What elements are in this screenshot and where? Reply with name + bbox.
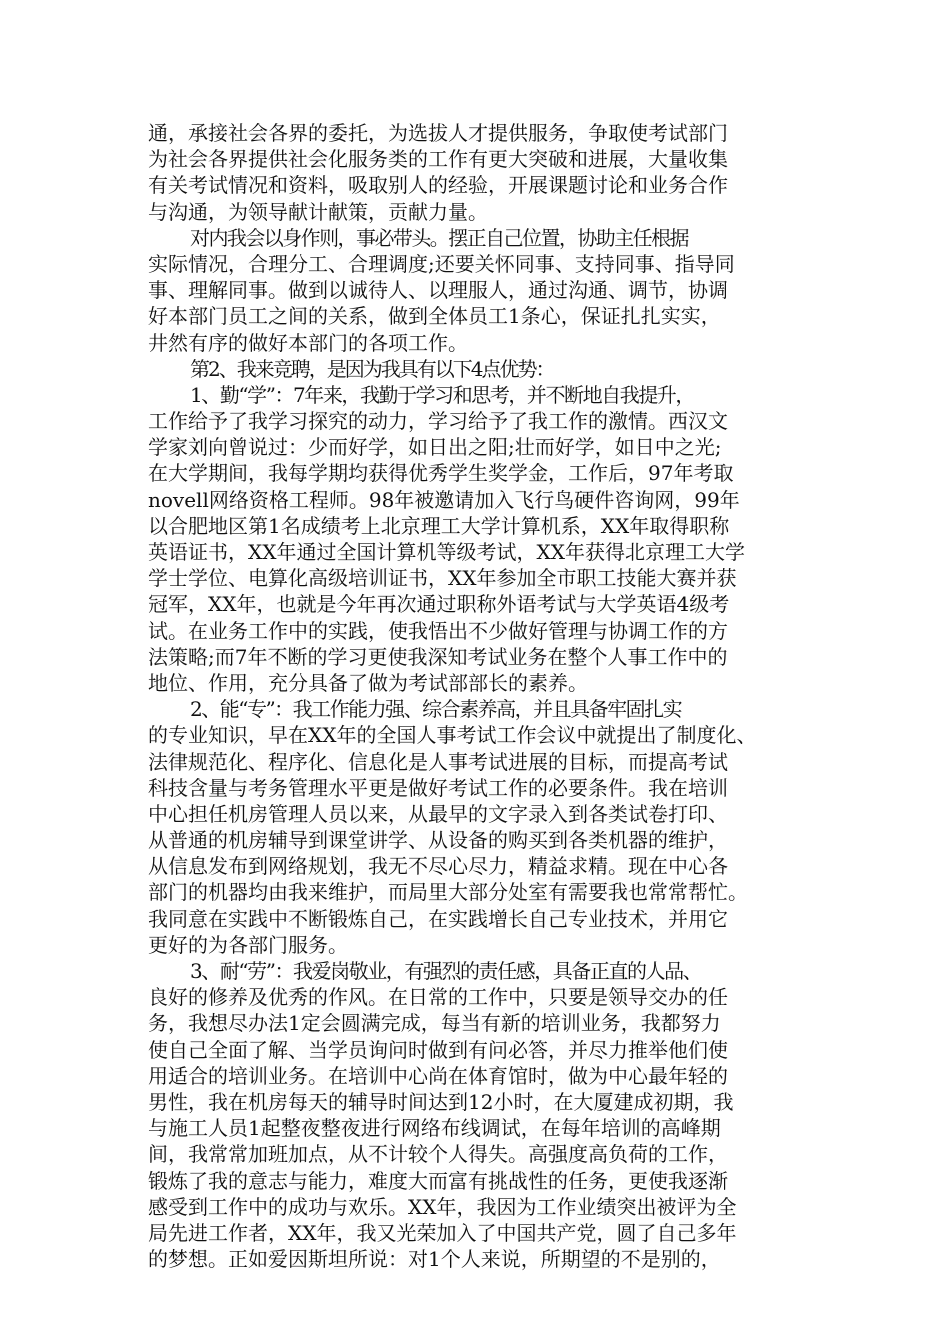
text-line: 从信息发布到网络规划，我无不尽心尽力，精益求精。现在中心各 (148, 854, 728, 879)
text-line: 为社会各界提供社会化服务类的工作有更大突破和进展，大量收集 (148, 147, 728, 172)
text-line: 中心担任机房管理人员以来，从最早的文字录入到各类试卷打印、 (148, 801, 728, 826)
text-line: 更好的为各部门服务。 (148, 932, 348, 957)
text-line: 与施工人员1起整夜整夜进行网络布线调试，在每年培训的高峰期 (148, 1116, 721, 1141)
text-line: 1、勤“学”：7年来，我勤于学习和思考，并不断地自我提升， (190, 382, 694, 407)
text-line: 部门的机器均由我来维护，而局里大部分处室有需要我也常常帮忙。 (148, 880, 748, 905)
text-line: 间，我常常加班加点，从不计较个人得失。高强度高负荷的工作， (148, 1142, 728, 1167)
text-line: 感受到工作中的成功与欢乐。XX年，我因为工作业绩突出被评为全 (148, 1194, 737, 1219)
text-line: 在大学期间，我每学期均获得优秀学生奖学金，工作后，97年考取 (148, 461, 734, 486)
text-line: 地位、作用，充分具备了做为考试部部长的素养。 (148, 670, 588, 695)
text-line: 好本部门员工之间的关系，做到全体员工1条心，保证扎扎实实， (148, 304, 721, 329)
text-line: 从普通的机房辅导到课堂讲学、从设备的购买到各类机器的维护， (148, 828, 728, 853)
text-line: 第2、我来竞聘，是因为我具有以下4点优势： (190, 356, 554, 381)
text-line: 2、能“专”：我工作能力强、综合素养高，并且具备牢固扎实 (190, 697, 682, 722)
text-line: 学家刘向曾说过：少而好学，如日出之阳;壮而好学，如日中之光; (148, 435, 722, 460)
text-line: 实际情况，合理分工、合理调度;还要关怀同事、支持同事、指导同 (148, 251, 735, 276)
text-line: 以合肥地区第1名成绩考上北京理工大学计算机系，XX年取得职称 (148, 513, 730, 538)
text-line: 学士学位、电算化高级培训证书，XX年参加全市职工技能大赛并获 (148, 566, 737, 591)
text-line: 法律规范化、程序化、信息化是人事考试进展的目标，而提高考试 (148, 749, 728, 774)
text-line: 我同意在实践中不断锻炼自己，在实践增长自己专业技术，并用它 (148, 906, 728, 931)
text-line: 科技含量与考务管理水平更是做好考试工作的必要条件。我在培训 (148, 775, 728, 800)
text-line: 局先进工作者，XX年，我又光荣加入了中国共产党，圆了自己多年 (148, 1220, 737, 1245)
text-line: 冠军，XX年，也就是今年再次通过职称外语考试与大学英语4级考 (148, 592, 730, 617)
text-line: 使自己全面了解、当学员询问时做到有问必答，并尽力推举他们使 (148, 1037, 728, 1062)
text-line: 井然有序的做好本部门的各项工作。 (148, 330, 468, 355)
text-line: 用适合的培训业务。在培训中心尚在体育馆时，做为中心最年轻的 (148, 1063, 728, 1088)
text-line: 与沟通，为领导献计献策，贡献力量。 (148, 199, 488, 224)
text-line: novell网络资格工程师。98年被邀请加入飞行鸟硬件咨询网，99年 (148, 487, 740, 512)
text-line: 务，我想尽办法1定会圆满完成，每当有新的培训业务，我都努力 (148, 1011, 721, 1036)
text-line: 试。在业务工作中的实践，使我悟出不少做好管理与协调工作的方 (148, 618, 728, 643)
text-line: 英语证书，XX年通过全国计算机等级考试，XX年获得北京理工大学 (148, 540, 745, 564)
document-page (148, 120, 808, 1272)
text-line: 对内我会以身作则，事必带头。摆正自己位置，协助主任根据 (190, 225, 688, 250)
text-line: 的梦想。正如爱因斯坦所说：对1个人来说，所期望的不是别的， (148, 1247, 721, 1272)
text-line: 的专业知识，早在XX年的全国人事考试工作会议中就提出了制度化、 (148, 723, 757, 748)
text-line: 良好的修养及优秀的作风。在日常的工作中，只要是领导交办的任 (148, 985, 728, 1010)
text-line: 工作给予了我学习探究的动力，学习给予了我工作的激情。西汉文 (148, 409, 728, 434)
text-line: 法策略;而7年不断的学习更使我深知考试业务在整个人事工作中的 (148, 644, 728, 669)
text-line: 3、耐“劳”：我爱岗敬业，有强烈的责任感，具备正直的人品、 (190, 959, 702, 983)
text-line: 通，承接社会各界的委托，为选拔人才提供服务，争取使考试部门 (148, 121, 728, 145)
text-line: 男性，我在机房每天的辅导时间达到12小时，在大厦建成初期，我 (148, 1089, 734, 1114)
text-line: 有关考试情况和资料，吸取别人的经验，开展课题讨论和业务合作 (148, 173, 728, 198)
text-line: 事、理解同事。做到以诚待人、以理服人，通过沟通、调节，协调 (148, 278, 728, 303)
text-line: 锻炼了我的意志与能力，难度大而富有挑战性的任务，更使我逐渐 (148, 1168, 728, 1193)
